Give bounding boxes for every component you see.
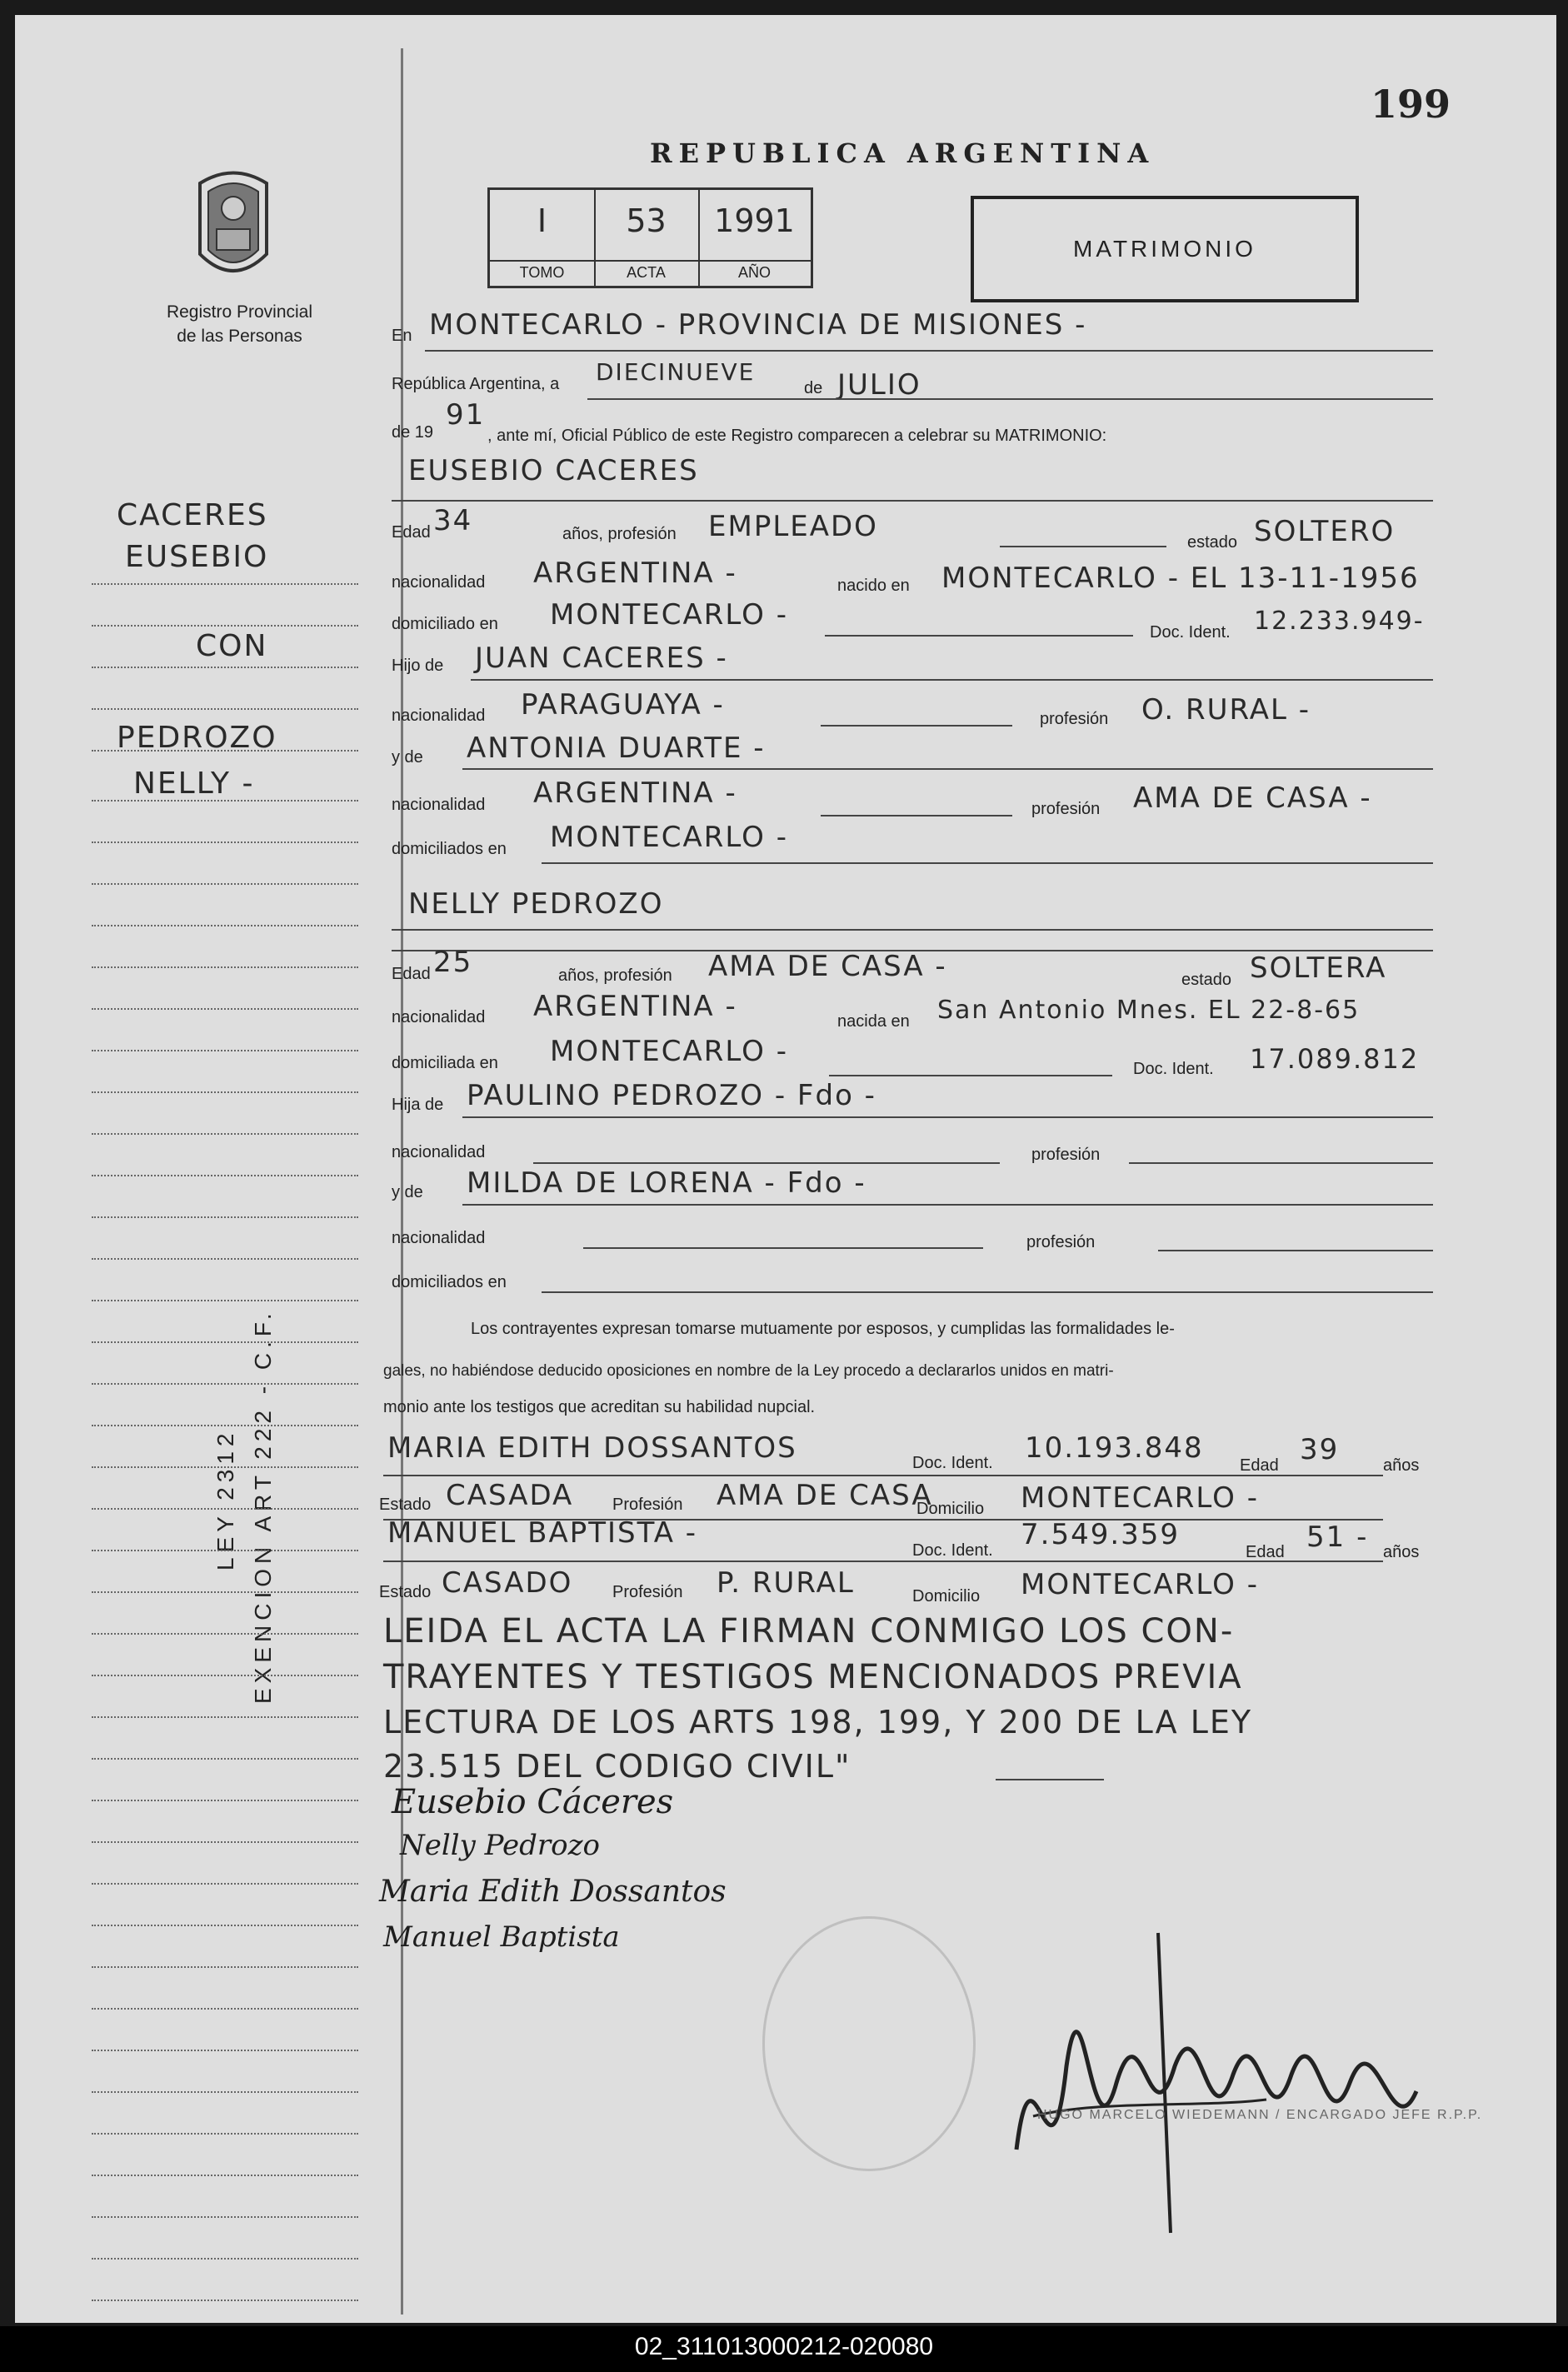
official-signature-icon: [983, 1900, 1466, 2250]
label-edad-w2: Edad: [1246, 1543, 1285, 1561]
label-nacionalidad-3: nacionalidad: [392, 796, 486, 814]
label-nacionalidad: nacionalidad: [392, 573, 486, 592]
bride-birth: San Antonio Mnes. EL 22-8-65: [937, 996, 1361, 1025]
tomo-cell: [490, 190, 596, 286]
rule-line: [542, 862, 1433, 864]
bride-profession: AMA DE CASA -: [708, 950, 947, 983]
label-hija-de: Hija de: [392, 1096, 444, 1114]
father-name: JUAN CACERES -: [475, 642, 728, 675]
witness2-status: CASADO: [442, 1566, 573, 1600]
mother-profession: AMA DE CASA -: [1133, 782, 1372, 815]
registry-line1: Registro Provincial: [166, 302, 313, 322]
ano-label: AÑO: [698, 260, 811, 282]
bride-residence: MONTECARLO -: [550, 1035, 788, 1068]
tomo-value: I: [537, 202, 547, 239]
groom-doc: 12.233.949-: [1254, 607, 1425, 636]
label-edad: Edad: [392, 523, 431, 542]
label-profesion-w2: Profesión: [612, 1583, 683, 1601]
country-title: REPUBLICA ARGENTINA: [650, 137, 1156, 169]
signature-witness1: Maria Edith Dossantos: [379, 1875, 727, 1909]
place: MONTECARLO - PROVINCIA DE MISIONES -: [429, 308, 1087, 342]
witness1-doc: 10.193.848: [1025, 1431, 1204, 1465]
rule-line: [583, 1247, 983, 1249]
label-estado-w2: Estado: [379, 1583, 432, 1601]
label-domicilio-w1: Domicilio: [916, 1500, 985, 1518]
day: DIECINUEVE: [596, 358, 756, 386]
witness1-residence: MONTECARLO -: [1021, 1481, 1259, 1515]
witness2-profession: P. RURAL: [717, 1566, 855, 1600]
witness2-age: 51 -: [1306, 1521, 1369, 1554]
rule-line: [829, 1075, 1112, 1076]
body-text-1: Los contrayentes expresan tomarse mutuamente por esposos, y cumplidas las formalidades le-: [471, 1320, 1175, 1338]
bride-doc: 17.089.812: [1250, 1043, 1420, 1075]
label-y-de: y de: [392, 748, 423, 767]
label-anos-w1: años: [1383, 1456, 1420, 1475]
signature-bride: Nelly Pedrozo: [400, 1829, 600, 1862]
acta-cell: [594, 190, 700, 286]
groom-age: 34: [433, 504, 473, 537]
label-domiciliados-en-bride: domiciliados en: [392, 1273, 507, 1291]
rule-line: [462, 768, 1433, 770]
margin-con: CON: [196, 629, 268, 663]
bride-father: PAULINO PEDROZO - Fdo -: [467, 1079, 876, 1112]
acta-label: ACTA: [594, 260, 698, 282]
label-ante-mi: , ante mí, Oficial Público de este Registro comparecen a celebrar su MATRIMONIO:: [487, 427, 1107, 445]
label-edad-bride: Edad: [392, 965, 431, 983]
closing-line-2: TRAYENTES Y TESTIGOS MENCIONADOS PREVIA: [383, 1658, 1243, 1696]
label-nacionalidad-bride-2: nacionalidad: [392, 1143, 486, 1161]
label-republica: República Argentina, a: [392, 375, 560, 393]
bride-name: NELLY PEDROZO: [408, 887, 664, 921]
rule-line: [1000, 546, 1166, 547]
label-domicilio-w2: Domicilio: [912, 1587, 981, 1605]
rule-line: [425, 350, 1433, 352]
signature-witness2: Manuel Baptista: [383, 1920, 620, 1954]
witness2-name: MANUEL BAPTISTA -: [387, 1516, 698, 1550]
closing-line-4: 23.515 DEL CODIGO CIVIL": [383, 1748, 851, 1785]
official-stamp-text: HUGO MARCELO WIEDEMANN / ENCARGADO JEFE R.P.P.: [1037, 2108, 1483, 2122]
closing-line-1: LEIDA EL ACTA LA FIRMAN CONMIGO LOS CON-: [383, 1612, 1235, 1650]
tomo-label: TOMO: [490, 260, 594, 282]
ano-value: 1991: [714, 202, 795, 239]
ano-cell: [698, 190, 811, 286]
father-profession: O. RURAL -: [1141, 693, 1311, 727]
label-edad-w1: Edad: [1240, 1456, 1279, 1475]
body-text-2: gales, no habiéndose deducido oposiciones en nombre de la Ley procedo a declararlos unidos en matri-: [383, 1362, 1114, 1380]
label-y-de-bride: y de: [392, 1183, 423, 1201]
rule-line: [1129, 1162, 1433, 1164]
rule-line: [383, 1475, 1383, 1476]
witness1-age: 39: [1300, 1433, 1340, 1466]
groom-profession: EMPLEADO: [708, 510, 878, 543]
registry-line2: de las Personas: [177, 327, 302, 346]
law-note-2: EXENCION ART 222 - C.F.: [250, 1308, 276, 1704]
act-type-box: [971, 196, 1359, 302]
label-en: En: [392, 327, 412, 345]
rule-line: [383, 1561, 1383, 1562]
rule-line: [1158, 1250, 1433, 1251]
law-note-1: LEY 2312: [212, 1428, 238, 1571]
label-profesion-2: profesión: [1031, 800, 1101, 818]
bride-status: SOLTERA: [1250, 951, 1387, 985]
witness2-doc: 7.549.359: [1021, 1518, 1181, 1551]
label-nacida-en: nacida en: [837, 1012, 910, 1031]
witness2-residence: MONTECARLO -: [1021, 1568, 1259, 1601]
label-anos-w2: años: [1383, 1543, 1420, 1561]
margin-groom-name: EUSEBIO: [125, 540, 269, 574]
label-profesion-bride-1: profesión: [1031, 1146, 1101, 1164]
margin-bride-name: NELLY -: [133, 767, 255, 801]
rule-line: [821, 725, 1012, 727]
label-domiciliada-en: domiciliada en: [392, 1054, 498, 1072]
bride-age: 25: [433, 946, 473, 979]
label-de: de: [804, 379, 823, 397]
rule-line: [533, 1162, 1000, 1164]
label-doc: Doc. Ident.: [1150, 623, 1231, 642]
label-anos-profesion: años, profesión: [562, 525, 677, 543]
rule-line: [821, 815, 1012, 816]
mother-nationality: ARGENTINA -: [533, 777, 737, 810]
rule-line: [392, 929, 1433, 931]
label-doc-w1: Doc. Ident.: [912, 1454, 993, 1472]
parents-residence: MONTECARLO -: [550, 821, 788, 854]
official-seal-icon: [762, 1916, 976, 2171]
label-domiciliados-en: domiciliados en: [392, 840, 507, 858]
footer-id: 02_311013000212-020080: [634, 2333, 934, 2360]
groom-nationality: ARGENTINA -: [533, 557, 737, 590]
rule-line: [996, 1779, 1104, 1780]
rule-line: [462, 1204, 1433, 1206]
father-nationality: PARAGUAYA -: [521, 688, 725, 722]
label-nacido-en: nacido en: [837, 577, 910, 595]
label-nacionalidad-bride-3: nacionalidad: [392, 1229, 486, 1247]
record-box: [487, 187, 813, 288]
label-domiciliado-en: domiciliado en: [392, 615, 498, 633]
label-doc-w2: Doc. Ident.: [912, 1541, 993, 1560]
page-number: 199: [1371, 82, 1451, 127]
label-hijo-de: Hijo de: [392, 657, 444, 675]
label-de19: de 19: [392, 423, 434, 442]
label-profesion-1: profesión: [1040, 710, 1109, 728]
year: 91: [446, 398, 486, 432]
label-nacionalidad-2: nacionalidad: [392, 707, 486, 725]
witness1-status: CASADA: [446, 1479, 574, 1512]
rule-line: [542, 1291, 1433, 1293]
registry-name: [129, 300, 350, 348]
act-type: MATRIMONIO: [1073, 236, 1256, 262]
groom-name: EUSEBIO CACERES: [408, 454, 699, 487]
bride-nationality: ARGENTINA -: [533, 990, 737, 1023]
month: JULIO: [837, 368, 921, 402]
acta-value: 53: [626, 202, 667, 239]
groom-residence: MONTECARLO -: [550, 598, 788, 632]
closing-line-3: LECTURA DE LOS ARTS 198, 199, Y 200 DE LA LEY: [383, 1704, 1253, 1740]
label-profesion-bride-2: profesión: [1026, 1233, 1096, 1251]
rule-line: [825, 635, 1133, 637]
groom-birth: MONTECARLO - EL 13-11-1956: [941, 562, 1420, 595]
margin-groom-surname: CACERES: [117, 498, 268, 532]
label-anos-profesion-bride: años, profesión: [558, 966, 672, 985]
label-nacionalidad-bride: nacionalidad: [392, 1008, 486, 1026]
bride-mother: MILDA DE LORENA - Fdo -: [467, 1166, 866, 1200]
mother-name: ANTONIA DUARTE -: [467, 732, 766, 765]
body-text-3: monio ante los testigos que acreditan su habilidad nupcial.: [383, 1398, 816, 1416]
rule-line: [462, 1116, 1433, 1118]
label-doc-bride: Doc. Ident.: [1133, 1060, 1214, 1078]
label-estado-bride: estado: [1181, 971, 1232, 989]
margin-bride-surname: PEDROZO: [117, 721, 277, 755]
label-estado-w1: Estado: [379, 1496, 432, 1514]
signature-groom: Eusebio Cáceres: [392, 1783, 674, 1821]
witness1-name: MARIA EDITH DOSSANTOS: [387, 1431, 797, 1465]
rule-line: [471, 679, 1433, 681]
rule-line: [392, 500, 1433, 502]
label-profesion-w1: Profesión: [612, 1496, 683, 1514]
rule-line: [587, 398, 1433, 400]
label-estado: estado: [1187, 533, 1238, 552]
coat-of-arms-icon: [187, 162, 279, 287]
witness1-profession: AMA DE CASA: [717, 1479, 933, 1512]
groom-status: SOLTERO: [1254, 515, 1396, 548]
